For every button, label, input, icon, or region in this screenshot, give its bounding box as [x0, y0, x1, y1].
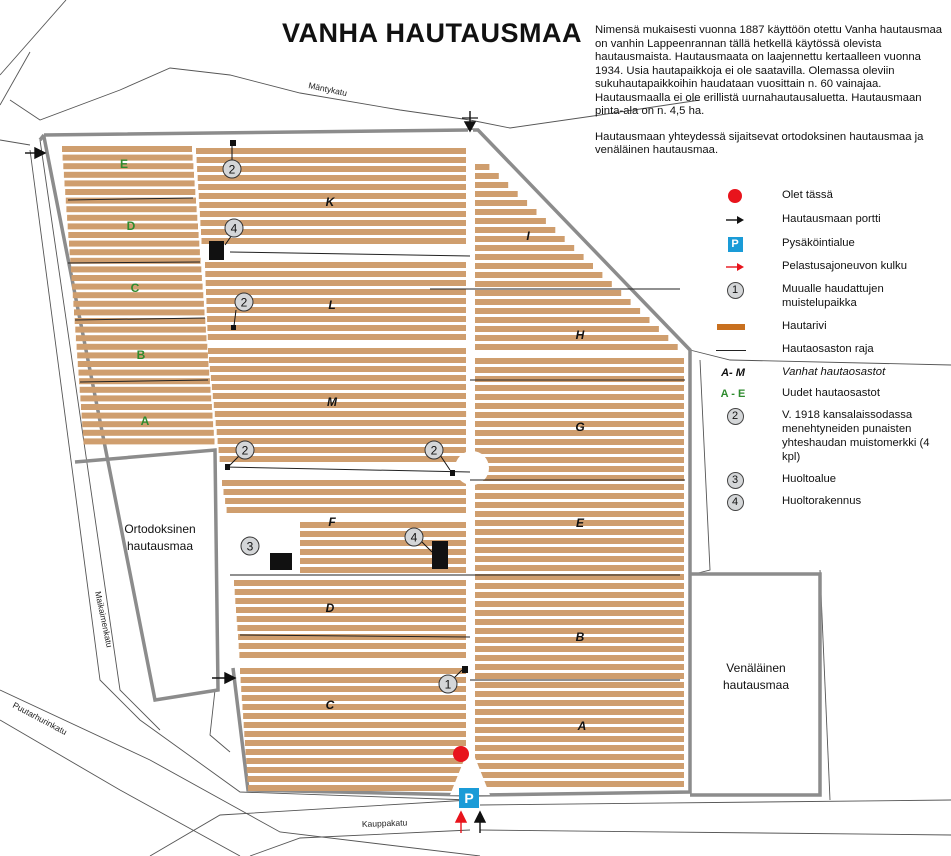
grave-row	[475, 583, 684, 589]
arrow-right-icon	[716, 212, 754, 228]
grave-row	[475, 610, 684, 616]
grave-row	[475, 335, 668, 341]
grave-row	[247, 776, 466, 782]
circle-4-icon: 4	[716, 494, 754, 510]
legend-new-sections	[720, 386, 948, 400]
grave-row	[475, 164, 489, 170]
grave-row	[475, 745, 684, 751]
grave-row	[475, 376, 684, 382]
section-k-label: K	[325, 195, 335, 209]
grave-row	[475, 218, 546, 224]
legend-parking-label: Pysäköintialue	[782, 237, 855, 249]
grave-row	[65, 180, 195, 186]
grave-row	[475, 691, 684, 697]
grave-row	[475, 592, 684, 598]
russian-label-line1: Venäläinen	[726, 661, 786, 675]
grave-row	[245, 740, 466, 746]
grave-row	[475, 754, 684, 760]
legend	[720, 188, 948, 508]
grave-row	[65, 189, 195, 195]
grave-row	[475, 682, 684, 688]
legend-maintenance-building-label: Huoltorakennus	[782, 495, 862, 507]
grave-row	[475, 439, 684, 445]
grave-row	[475, 619, 684, 625]
grave-row	[475, 484, 684, 490]
gate-arrow-southwest	[212, 673, 235, 683]
grave-row	[74, 309, 205, 315]
grave-row	[475, 245, 574, 251]
grave-row	[236, 607, 466, 613]
orthodox-label-line2: hautausmaa	[126, 539, 194, 553]
legend-you-are-here-label: Olet tässä	[782, 189, 833, 201]
legend-maintenance-area-label: Huoltoalue	[782, 473, 837, 485]
legend-parking	[731, 236, 948, 250]
section-a-label: A	[577, 719, 587, 733]
grave-row	[235, 598, 466, 604]
section-h-label: H	[575, 328, 585, 342]
grave-row	[475, 763, 684, 769]
parking-icon: P	[716, 236, 754, 252]
numbered-marker-label: 3	[246, 539, 254, 554]
grave-row	[475, 272, 602, 278]
grave-row	[213, 393, 466, 399]
new-section-c-label: C	[130, 281, 140, 295]
description-para2: Hautausmaan yhteydessä sijaitsevat ortodoksinen hautausmaa ja venäläinen hautausmaa.	[595, 130, 924, 156]
grave-row	[225, 498, 466, 504]
section-c-label: C	[325, 698, 335, 712]
grave-row	[475, 412, 684, 418]
section-d-label: D	[325, 601, 335, 615]
grave-row	[475, 664, 684, 670]
grave-row	[196, 148, 466, 154]
grave-row	[475, 655, 684, 661]
grave-row	[475, 457, 684, 463]
grave-row	[243, 704, 467, 710]
grave-row	[241, 677, 466, 683]
circle-3-icon: 3	[716, 472, 754, 488]
new-section-a-label: A	[140, 414, 150, 428]
grave-row	[70, 249, 200, 255]
grave-row	[244, 731, 466, 737]
grave-row	[475, 538, 684, 544]
street-west-label: Maikaimenkatu	[93, 590, 115, 649]
grave-row	[237, 616, 466, 622]
grave-row	[246, 758, 466, 764]
grave-row	[475, 290, 621, 296]
grave-row	[63, 163, 193, 169]
grave-row	[475, 326, 659, 332]
grave-row	[240, 668, 466, 674]
legend-grave-row	[738, 319, 948, 333]
grave-row	[214, 402, 466, 408]
section-l-label: L	[328, 298, 336, 312]
section-i-label: I	[526, 229, 530, 243]
grave-row	[246, 749, 467, 755]
grave-row	[475, 182, 508, 188]
grave-row	[475, 385, 684, 391]
grave-row	[234, 580, 466, 586]
section-m-label: M	[327, 395, 337, 409]
grave-row	[475, 673, 684, 679]
grave-row	[475, 556, 684, 562]
grave-row	[475, 772, 684, 778]
grave-row	[217, 429, 466, 435]
grave-row	[475, 317, 650, 323]
grave-row	[475, 299, 631, 305]
red-dot-icon	[716, 188, 754, 204]
line-icon	[712, 342, 750, 358]
russian-label-line2: hautausmaa	[722, 678, 790, 692]
grave-row	[475, 502, 684, 508]
new-section-e-label: E	[119, 157, 129, 171]
grave-row	[243, 713, 466, 719]
grave-row	[202, 238, 467, 244]
legend-maintenance-area	[731, 472, 948, 486]
grave-row	[475, 254, 584, 260]
legend-grave-row-label: Hautarivi	[782, 320, 827, 332]
description	[595, 24, 947, 170]
description-para1: Nimensä mukaisesti vuonna 1887 käyttöön otettu Vanha hautausmaa on vanhin Lappeenrannan tällä hetkellä käytössä olevista hautausmaista. Hautausmaata on laajennettu kertaalleen vuonna 1934. Usia hautapaikkoja ei ole saatavilla. Olemassa oleviin sukuhautapaikkoihin haudataan vuosittain n. 60 vainajaa. Hautausmaalla ei ole erillistä uurnahautausaluetta. Hautausmaan pinta-ala on n. 4,5 ha.	[595, 24, 943, 117]
grave-row	[206, 280, 466, 286]
grave-row	[475, 236, 565, 242]
grave-row	[80, 395, 211, 401]
grave-row	[475, 227, 555, 233]
grave-row	[80, 387, 211, 393]
grave-row	[64, 172, 194, 178]
legend-section-border	[738, 342, 948, 356]
grave-row	[227, 507, 466, 513]
section-b-label: B	[575, 630, 585, 644]
legend-gate	[738, 212, 948, 226]
numbered-marker-label: 1	[444, 677, 452, 692]
legend-new-sections-key: A - E	[720, 388, 746, 400]
numbered-marker-label: 4	[410, 530, 418, 545]
legend-old-sections	[721, 365, 948, 379]
new-section-b-label: B	[136, 348, 146, 362]
parking-sign-label: P	[464, 790, 474, 806]
grave-row	[239, 643, 466, 649]
legend-memorial-label: Muualle haudattujen muistelupaikka	[782, 283, 884, 309]
orthodox-label-line1: Ortodoksinen	[124, 522, 196, 536]
grave-row	[475, 200, 527, 206]
numbered-marker-label: 4	[230, 221, 238, 236]
grave-row	[475, 344, 678, 350]
page-title: VANHA HAUTAUSMAA	[282, 18, 582, 48]
grave-row	[300, 522, 466, 528]
section-e-label: E	[575, 516, 585, 530]
new-section-d-label: D	[126, 219, 136, 233]
grave-row	[76, 335, 207, 341]
grave-row	[475, 466, 684, 472]
grave-row	[222, 480, 466, 486]
grave-row	[475, 191, 518, 197]
numbered-marker-label: 2	[241, 443, 249, 458]
legend-red-memorial-label: V. 1918 kansalaissodassa menehtyneiden punaisten yhteshaudan muistomerkki (4 kpl)	[782, 409, 930, 463]
grave-row	[475, 308, 640, 314]
grave-row	[475, 448, 684, 454]
you-are-here-marker	[453, 746, 469, 762]
grave-row	[475, 358, 684, 364]
street-north-label: Mäntykatu	[307, 80, 349, 99]
grave-row	[215, 411, 466, 417]
legend-new-sections-label: Uudet hautaosastot	[782, 387, 880, 399]
grave-row	[79, 370, 210, 376]
circle-1-icon: 1	[716, 282, 754, 298]
street-southwest-label: Puutarhurinkatu	[11, 699, 69, 737]
grave-row	[81, 404, 212, 410]
grave-row	[207, 316, 466, 322]
grave-row	[84, 438, 215, 444]
grave-row	[475, 700, 684, 706]
parking-sign	[459, 788, 479, 808]
legend-section-border-label: Hautaosaston raja	[782, 343, 874, 355]
legend-memorial	[731, 282, 948, 310]
grave-row	[475, 547, 684, 553]
grave-row	[209, 357, 466, 363]
grave-row	[208, 348, 466, 354]
grave-row	[475, 493, 684, 499]
red-arrow-icon	[716, 259, 754, 275]
grave-row	[475, 601, 684, 607]
street-south-label: Kauppakatu	[361, 817, 408, 829]
grave-row	[475, 781, 684, 787]
grave-row	[62, 146, 192, 152]
grave-row	[235, 589, 466, 595]
numbered-marker-label: 2	[430, 443, 438, 458]
grave-row	[83, 430, 214, 436]
legend-rescue	[738, 259, 948, 273]
grave-row	[475, 263, 593, 269]
grave-row	[198, 184, 466, 190]
grave-row	[475, 281, 612, 287]
grave-row	[475, 709, 684, 715]
grave-row	[475, 209, 537, 215]
grave-row	[475, 394, 684, 400]
grave-row	[224, 489, 467, 495]
legend-red-memorial	[731, 408, 948, 464]
grave-row	[244, 722, 466, 728]
grave-row	[475, 403, 684, 409]
grave-row	[247, 767, 466, 773]
grave-row	[475, 173, 499, 179]
grave-row	[200, 211, 466, 217]
legend-old-sections-label: Vanhat hautaosastot	[782, 366, 886, 378]
grave-row	[239, 652, 466, 658]
grave-row	[475, 646, 684, 652]
grave-row	[248, 785, 466, 791]
grave-row	[242, 695, 466, 701]
legend-maintenance-building	[731, 494, 948, 508]
grave-row	[75, 327, 206, 333]
legend-old-sections-key: A- M	[721, 367, 745, 379]
grave-row	[475, 736, 684, 742]
grave-row-icon	[712, 319, 750, 335]
numbered-marker-label: 2	[228, 162, 236, 177]
grave-row	[208, 334, 466, 340]
grave-row	[212, 384, 466, 390]
grave-row	[205, 271, 466, 277]
legend-you-are-here	[738, 188, 948, 202]
grave-row	[475, 367, 684, 373]
grave-row	[475, 565, 684, 571]
legend-rescue-label: Pelastusajoneuvon kulku	[782, 260, 907, 272]
grave-row	[241, 686, 466, 692]
grave-row	[69, 241, 199, 247]
grave-row	[210, 366, 466, 372]
grave-row	[300, 531, 466, 537]
grave-row	[205, 262, 466, 268]
section-f-label: F	[328, 515, 336, 529]
legend-gate-label: Hautausmaan portti	[782, 213, 881, 225]
grave-row	[211, 375, 466, 381]
numbered-marker-label: 2	[240, 295, 248, 310]
grave-row	[216, 420, 466, 426]
circle-2-icon: 2	[716, 408, 754, 424]
grave-row	[71, 266, 201, 272]
section-g-label: G	[575, 420, 585, 434]
grave-row	[207, 325, 466, 331]
grave-row	[237, 625, 466, 631]
grave-row	[66, 206, 196, 212]
grave-row	[73, 301, 204, 307]
